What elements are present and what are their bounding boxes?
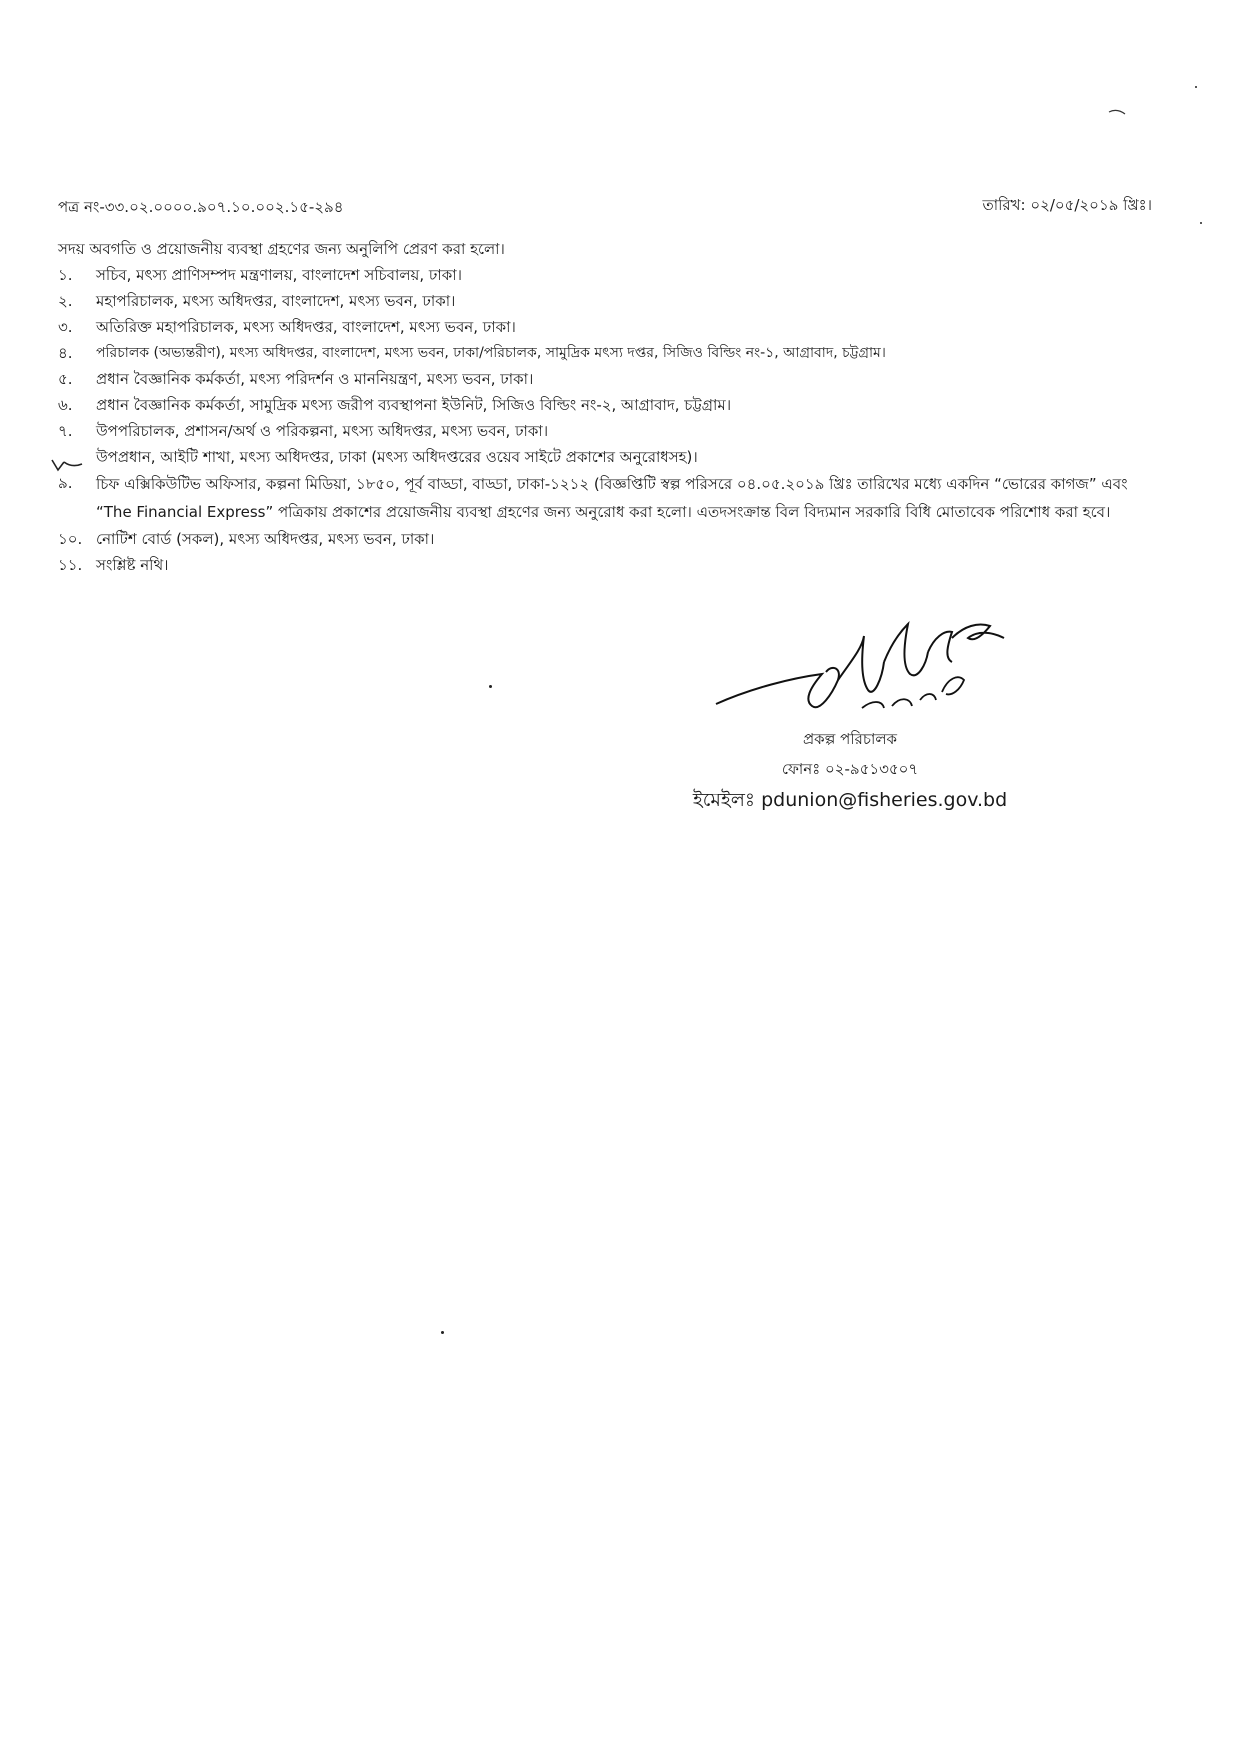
item-text: চিফ এক্সিকিউটিভ অফিসার, কল্পনা মিডিয়া, ১৮৫০, পূর্ব বাড্ডা, বাড্ডা, ঢাকা-১২১২ (বিজ্ঞপ্তিটি স্বল্প পরিসরে ০৪.০৫.২০১৯ খ্রিঃ তারিখের মধ্যে একদিন “ভোরের কাগজ” এবং “The Financial Express” পত্রিকায় প্রকাশের প্রয়োজনীয় ব্যবস্থা গ্রহণের জন্য অনুরোধ করা হলো। এতদসংক্রান্ত বিল বিদ্যমান সরকারি বিধি মোতাবেক পরিশোধ করা হবে। (96, 475, 1128, 521)
item-number: ৩. (58, 318, 73, 336)
list-item (58, 288, 1168, 314)
list-item (58, 314, 1168, 340)
scan-speck (489, 685, 492, 688)
list-item (58, 526, 1168, 552)
list-item (58, 470, 1168, 526)
list-item (58, 366, 1168, 392)
item-number: ৯. (58, 474, 73, 492)
list-item (58, 262, 1168, 288)
signature-image (712, 608, 1022, 728)
scan-speck (1200, 222, 1202, 224)
signatory-designation: প্রকল্প পরিচালক (802, 730, 897, 748)
item-text: উপপ্রধান, আইটি শাখা, মৎস্য অধিদপ্তর, ঢাকা (মৎস্য অধিদপ্তরের ওয়েব সাইটে প্রকাশের অনুরোধসহ)। (96, 448, 698, 466)
item-number: ১. (58, 266, 73, 284)
signatory-block (660, 724, 1040, 816)
item-text: নোটিশ বোর্ড (সকল), মৎস্য অধিদপ্তর, মৎস্য ভবন, ঢাকা। (96, 530, 435, 548)
item-number: ৬. (58, 396, 73, 414)
list-item (58, 418, 1168, 444)
item-number: ২. (58, 292, 73, 310)
list-item (58, 392, 1168, 418)
item-number: ১০. (58, 530, 83, 548)
signatory-phone: ফোনঃ ০২-৯৫১৩৫০৭ (781, 760, 919, 778)
handwritten-tick-icon (50, 458, 84, 472)
memo-number: পত্র নং-৩৩.০২.০০০০.৯০৭.১০.০০২.১৫-২৯৪ (58, 198, 344, 216)
item-number: ৭. (58, 422, 73, 440)
item-text: অতিরিক্ত মহাপরিচালক, মৎস্য অধিদপ্তর, বাংলাদেশ, মৎস্য ভবন, ঢাকা। (96, 318, 516, 336)
item-number: ১১. (58, 556, 83, 574)
signatory-email: ইমেইলঃ pdunion@fisheries.gov.bd (692, 789, 1008, 811)
distribution-intro: সদয় অবগতি ও প্রয়োজনীয় ব্যবস্থা গ্রহণের জন্য অনুলিপি প্রেরণ করা হলো। (58, 240, 505, 258)
recipient-list (58, 262, 1168, 578)
item-text: পরিচালক (অভ্যন্তরীণ), মৎস্য অধিদপ্তর, বাংলাদেশ, মৎস্য ভবন, ঢাকা/পরিচালক, সামুদ্রিক মৎস্য দপ্তর, সিজিও বিল্ডিং নং-১, আগ্রাবাদ, চট্টগ্রাম। (96, 345, 886, 361)
scan-speck (441, 1331, 444, 1334)
list-item (58, 444, 1168, 470)
item-text: সচিব, মৎস্য প্রাণিসম্পদ মন্ত্রণালয়, বাংলাদেশ সচিবালয়, ঢাকা। (96, 266, 462, 284)
item-text: প্রধান বৈজ্ঞানিক কর্মকর্তা, মৎস্য পরিদর্শন ও মাননিয়ন্ত্রণ, মৎস্য ভবন, ঢাকা। (96, 370, 534, 388)
item-number: ৪. (58, 344, 73, 362)
scan-speck (1195, 86, 1197, 88)
item-number: ৫. (58, 370, 73, 388)
memo-date: তারিখ: ০২/০৫/২০১৯ খ্রিঃ। (982, 196, 1152, 214)
item-text: উপপরিচালক, প্রশাসন/অর্থ ও পরিকল্পনা, মৎস্য অধিদপ্তর, মৎস্য ভবন, ঢাকা। (96, 422, 549, 440)
scan-mark (1108, 108, 1126, 116)
item-text: মহাপরিচালক, মৎস্য অধিদপ্তর, বাংলাদেশ, মৎস্য ভবন, ঢাকা। (96, 292, 456, 310)
list-item (58, 552, 1168, 578)
item-text: প্রধান বৈজ্ঞানিক কর্মকর্তা, সামুদ্রিক মৎস্য জরীপ ব্যবস্থাপনা ইউনিট, সিজিও বিল্ডিং নং-২, আগ্রাবাদ, চট্টগ্রাম। (96, 396, 732, 414)
item-text: সংশ্লিষ্ট নথি। (96, 556, 169, 574)
list-item (58, 340, 1168, 366)
